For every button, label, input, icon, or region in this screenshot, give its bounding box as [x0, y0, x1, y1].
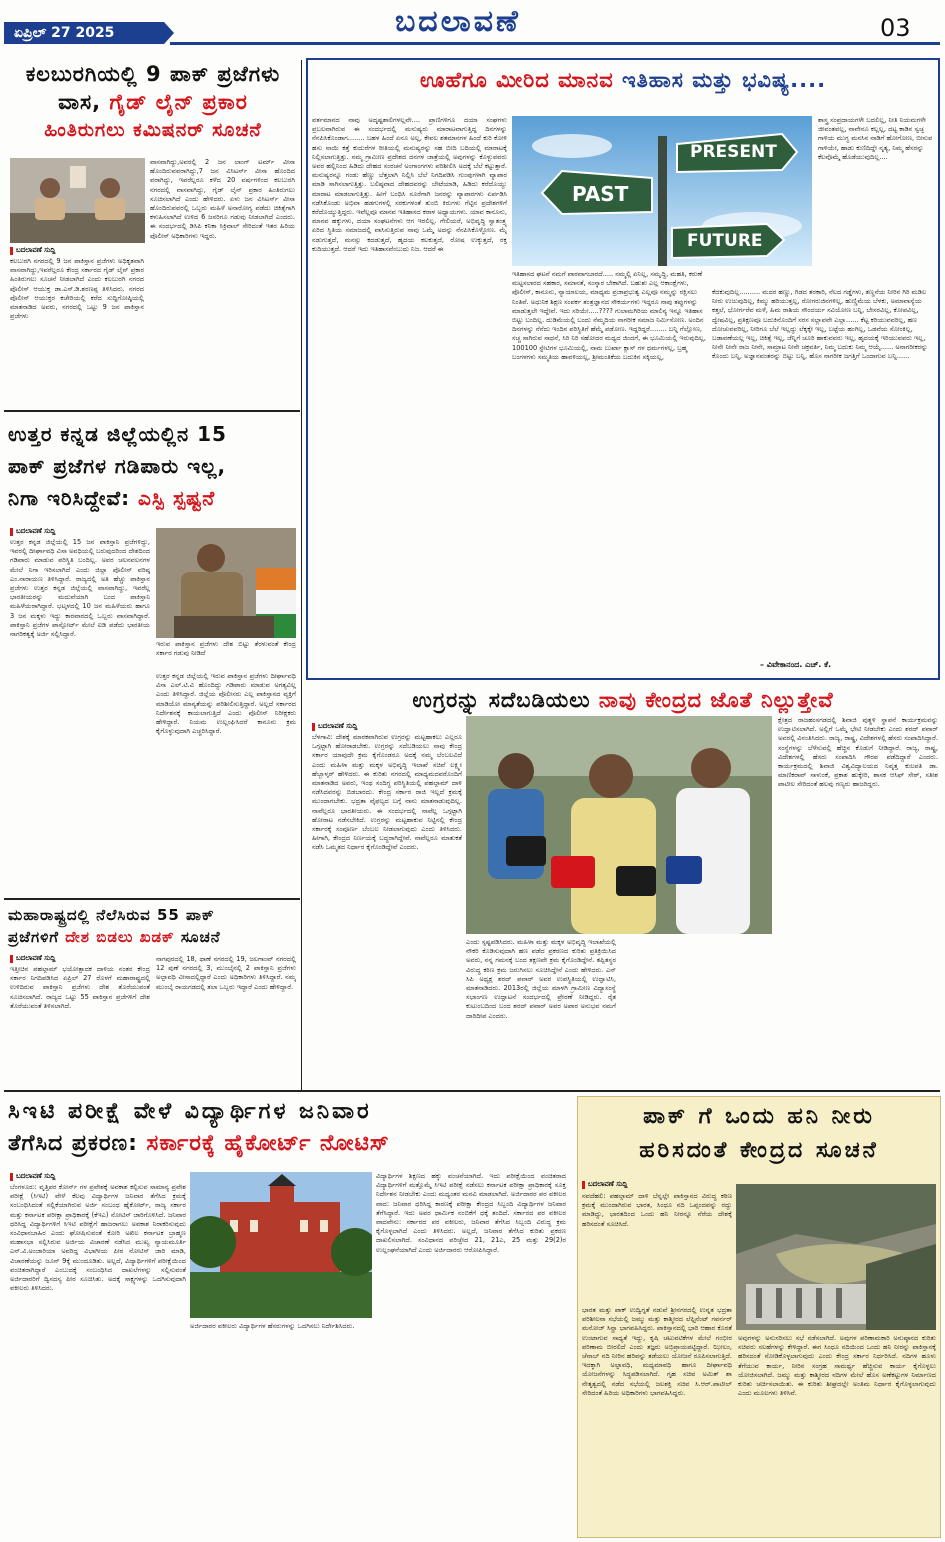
- byline-marker: [10, 528, 13, 536]
- story5-body-mid: ವಿದ್ಯಾರ್ಥಿಗಳ ಶಿಕ್ಷಣದ ಹಕ್ಕು ವಂಚನೆಯಾಗಿದೆ. ಇದು ಪರೀಕ್ಷೆಯಿಂದ ವಂಚಿತರಾದ ವಿದ್ಯಾರ್ಥಿಗಳಿಗೆ ಮತ್ತೊಮ್ಮೆ ಸಿಇಟಿ ಪರೀಕ್ಷೆ ನಡೆಸಲು ಕರ್ನಾಟಕ ಪರೀಕ್ಷಾ ಪ್ರಾಧಿಕಾರಕ್ಕೆ ಸೂಕ್ತ ನಿರ್ದೇಶನ ನೀಡಬೇಕು ಎಂದು ಮಧ್ಯಂತರ ಮನವಿ ಮಾಡಲಾಗಿದೆ. ಅರ್ಜಿದಾರರ ಪರ ವಕೀಲರ ವಾದ: ಜನಿವಾರ ಧರಿಸಿದ್ದ ಕಾರಣಕ್ಕೆ ಪರೀಕ್ಷಾ ಕೇಂದ್ರದ ಸಿಬ್ಬಂದಿ ವಿದ್ಯಾರ್ಥಿಗಳ ಜನಿವಾರ ತೆಗೆಸಿದ್ದಾರೆ. ಇದು ಅವರ ಧಾರ್ಮಿಕ ನಂಬಿಕೆಗೆ ಧಕ್ಕೆ ತಂದಿದೆ. ಸರ್ಕಾರದ ಪರ ವಕೀಲರ ವಾದವೇನು: ಸರ್ಕಾರದ ಪರ ವಕೀಲರು, ಜನಿವಾರ ತೆಗೆಸಿದ ಸಿಬ್ಬಂದಿ ವಿರುದ್ಧ ಕ್ರಮ ಕೈಗೊಳ್ಳಲಾಗಿದೆ ಎಂದು ತಿಳಿಸಿದರು. ಅಲ್ಲದೆ, ಜನಿವಾರ ತೆಗೆಸಿದ ಕುರಿತು ಪ್ರಕರಣ ದಾಖಲಿಸಲಾಗಿದೆ. ಸಂವಿಧಾನದ ಪರಿಚ್ಛೇದ 21, 21ಎ, 25 ಮತ್ತು 29(2)ರ ಉಲ್ಲಂಘನೆಯಾಗಿದೆ ಎಂದು ಅರ್ಜಿದಾರರು ಆರೋಪಿಸಿದ್ದಾರೆ.: [376, 1172, 566, 1254]
- story1-headline-line1: ಕಲಬುರಗಿಯಲ್ಲಿ 9 ಪಾಕ್ ಪ್ರಜೆಗಳು: [25, 62, 281, 86]
- byline-text: ಬದಲಾವಣೆ ಸುದ್ದಿ: [16, 246, 56, 254]
- story-kalaburagi: [8, 60, 298, 144]
- story5-headline-line2: [8, 1128, 573, 1160]
- story1-byline: [10, 246, 55, 255]
- story3-headline-part: ಪ್ರಜೆಗಳಿಗೆ: [8, 928, 66, 946]
- story3-body-right: ನಾಗಪುರದಲ್ಲಿ 18, ಥಾಣೆ ನಗರದಲ್ಲಿ 19, ಜಲಗಾಂವ್ ನಗರದಲ್ಲಿ 12 ಪುಣೆ ನಗರದಲ್ಲಿ 3, ಮುಂಬೈನಲ್ಲಿ 2 ಪಾಕಿಸ್ತಾನಿ ಪ್ರಜೆಗಳು ಅಲ್ಪಾವಧಿ ವೀಸಾದಲ್ಲಿದ್ದಾರೆ ಎಂದು ಅಧಿಕಾರಿಗಳು ತಿಳಿಸಿದ್ದಾರೆ. ನಮ್ಮ ಮುಂಬೈ ರಾಯಗಡದಲ್ಲಿ ತಲಾ ಒಬ್ಬರು ಇದ್ದಾರೆ ಎಂದು ಹೇಳಿದ್ದಾರೆ.: [156, 955, 296, 991]
- sign-future: FUTURE: [687, 231, 763, 251]
- story-cet-janivara: [8, 1096, 573, 1160]
- story2-headline-line3: [8, 482, 298, 514]
- story6-body-right: ಅವುಗಳನ್ನು ಅನುಸರಿಸಲು ಸಭೆ ನಡೆಸಲಾಗಿದೆ. ಅವುಗಳ ಪರಿಣಾಮಕಾರಿ ಅನುಷ್ಠಾನದ ಕುರಿತು ಸಚಿವರು ಸಲಹೆಗಳನ್ನು ಕೇಳಿದ್ದಾರೆ. ಈಗ ಸಿಂಧೂ ನದಿಯಿಂದ ಒಂದು ಹನಿ ನೀರನ್ನು ಪಾಕಿಸ್ತಾನಕ್ಕೆ ಹರಿಸದಂತೆ ನೋಡಿಕೊಳ್ಳಲಾಗುವುದು ಎಂದು ಕೇಂದ್ರ ಸರ್ಕಾರ ನಿರ್ಧರಿಸಿದೆ. ನದಿಗಳ ಹೂಳು ತೆಗೆಯುವ ಕಾರ್ಯ, ನೀರಿನ ಸಂಗ್ರಹ ಸಾಮರ್ಥ್ಯ ಹೆಚ್ಚಿಸುವ ಕಾರ್ಯ ಕೈಗೊಳ್ಳಲು ಯೋಜಿಸಲಾಗಿದೆ. ಜಮ್ಮು ಮತ್ತು ಕಾಶ್ಮೀರದ ನದಿಗಳ ಮೇಲೆ ಹೊಸ ಅಣೆಕಟ್ಟುಗಳ ನಿರ್ಮಾಣದ ಕುರಿತು ಚರ್ಚಿಸಲಾಯಿತು. ಈ ಕುರಿತು ಶೀಘ್ರದಲ್ಲೇ ಅಂತಿಮ ನಿರ್ಧಾರ ಕೈಗೊಳ್ಳಲಾಗುವುದು ಎಂದು ಮೂಲಗಳು ತಿಳಿಸಿವೆ.: [738, 1334, 936, 1398]
- byline-marker: [10, 247, 13, 255]
- story4-body-left: ಬೆಳಗಾವಿ: ದೇಶಕ್ಕೆ ಮಾರಕವಾಗಿರುವ ಉಗ್ರರನ್ನು ಮಟ್ಟಹಾಕಲು ಎಲ್ಲರೂ ಒಗ್ಗಟ್ಟಾಗಿ ಹೋರಾಡಬೇಕು. ಉಗ್ರರನ್ನು ಸದೆಬಡಿಯಲು ನಾವು ಕೇಂದ್ರ ಸರ್ಕಾರ ಯಾವುದೇ ಕ್ರಮ ಕೈಗೊಂಡರೂ ಅದಕ್ಕೆ ನಮ್ಮ ಬೆಂಬಲವಿದೆ ಎಂದು ಮಹಿಳಾ ಮತ್ತು ಮಕ್ಕಳ ಅಭಿವೃದ್ಧಿ ಇಲಾಖೆ ಸಚಿವೆ ಲಕ್ಷ್ಮೀ ಹೆಬ್ಬಾಳ್ಕರ್ ಹೇಳಿದರು. ಈ ಕುರಿತು ನಗರದಲ್ಲಿ ಮಾಧ್ಯಮದವರೊಂದಿಗೆ ಮಾತನಾಡಿದ ಅವರು, ಇಂಥ ಸಂದಿಗ್ಧ ಪರಿಸ್ಥಿತಿಯಲ್ಲಿ ಪಹಲ್ಗಾಮ್ ದಾಳಿ ನಡೆಸಿದವರನ್ನು ಬಿಡಬಾರದು. ಕೇಂದ್ರ ಸರ್ಕಾರ ರಾಜಿ ಇಲ್ಲದೆ ಕ್ರಮಕ್ಕೆ ಮುಂದಾಗಬೇಕು. ಭದ್ರತಾ ವೈಫಲ್ಯದ ಬಗ್ಗೆ ನಾನು ಮಾತನಾಡುವುದಿಲ್ಲ. ನಾವೆಲ್ಲರೂ ಭಾರತೀಯರು. ಈ ಸಂದರ್ಭದಲ್ಲಿ ನಾವೆಲ್ಲ ಒಗ್ಗಟ್ಟಾಗಿ ಹೋರಾಟ ನಡೆಸಬೇಕಿದೆ. ಉಗ್ರರನ್ನು ಮಟ್ಟಹಾಕುವ ನಿಟ್ಟಿನಲ್ಲಿ ಕೇಂದ್ರ ಸರ್ಕಾರಕ್ಕೆ ಸಂಪೂರ್ಣ ಬೆಂಬಲ ನೀಡಲಾಗುವುದು ಎಂದು ತಿಳಿಸಿದರು. ಹೀಗಾಗಿ, ಕೇಂದ್ರದ ನಿರ್ಣಯಕ್ಕೆ ಬದ್ಧರಾಗಿದ್ದೇವೆ. ನಾವೆಲ್ಲರೂ ಮಾತುಕತೆ ನಡೆಸಿ ಒಮ್ಮತದ ನಿರ್ಧಾರ ಕೈಗೊಂಡಿದ್ದೇವೆ ಎಂದರು.: [312, 733, 462, 852]
- byline-marker: [10, 955, 13, 963]
- story6-byline: [582, 1180, 627, 1189]
- byline-marker: [10, 1173, 13, 1181]
- feature-column-1: ವರ್ತಮಾನದ ನಾವು ಅದೃಷ್ಟಶಾಲಿಗಳಲ್ಲವೇ.... ಪ್ರಾಣಿಗಳಿಗೂ ದಯಾ ಸಂಘಗಳು ಪ್ರಬಲವಾಗಿರುವ ಈ ಸಂದರ್ಭದಲ್ಲಿ ಮನುಷ್ಯರು ಮಾರಾಟವಾಗುತ್ತಿದ್ದ ದಿನಗಳನ್ನು ನೆನಪಿಸಿಕೊಂಡಾಗ........ ಬಹಳ ಹಿಂದೆ ಏನೂ ಅಲ್ಲ, ಕೇವಲ ಶತಮಾನಗಳ ಹಿಂದೆ ಕುರಿ ಕೋಳಿ ಹಸು ನಾಯಿ ಕತ್ತೆ ಕುದುರೆಗಳ ರೀತಿಯಲ್ಲಿ ಮನುಷ್ಯರನ್ನು ಸಹ ಬೀದಿ ಬದಿಯಲ್ಲಿ ಮಾರಾಟಕ್ಕೆ ನಿಲ್ಲಿಸಲಾಗುತ್ತಿತ್ತು. ನಮ್ಮ ಗ್ರಾಮೀಣ ಪ್ರದೇಶದ ದನಗಳ ಜಾತ್ರೆಯಲ್ಲಿ ಅವುಗಳನ್ನು ಕೊಳ್ಳುವವರು ಅವರ ಹಲ್ಲಿನಿಂದ ಹಿಡಿದು ದೇಹದ ಸಂರಚನೆ ಅಂಗಾಂಗಗಳು ಪರಿಶೀಲಿಸಿ ಅದಕ್ಕೆ ಬೆಲೆ ಕಟ್ಟುತ್ತಾರೆ. ಮನುಷ್ಯರನ್ನೂ ಗಂಡು ಹೆಣ್ಣು ಬೆತ್ತಲಾಗಿ ನಿಲ್ಲಿಸಿ ಬೆಲೆ ನಿಗದಿಪಡಿಸಿ ಗುಂಪುಗಳಾಗಿ ವ್ಯಾಪಾರ ಮಾಡಿ ಸಾಗಿಸಲಾಗುತ್ತಿತ್ತು. ಬಲಿಷ್ಠವಾದ ದೇಹದವರನ್ನು ಬೇಟೆಯಾಡಿ, ಹಿಡಿದು ಕರೆದೊಯ್ದು ಮಾರಾಟ ಮಾಡಲಾಗುತ್ತಿತ್ತು. ಹೀಗೆ ಬಂಧಿಸಿ ಸೂರೆಗಾಗಿ ಜನರನ್ನು ವ್ಯಾಪಾರಗಳು ಏರ್ಪಡಿಸಿ ನಡೆಸಿಕೊಂಡು ಅಭಿವಾ ಹಡಗುಗಳಲ್ಲಿ ಸರಕುಗಳಂತೆ ತುಂಬಿ ಕಿರುಗಳು ಗೆಟ್ಟಿನ ಪ್ರದೇಶಗಳಿಗೆ ಕರೆದೊಯ್ಯುತ್ತಿದ್ದರು. ಇವೆಲ್ಲವೂ ಮಾನವ ಇತಿಹಾಸದ ಕರಾಳ ಅಧ್ಯಾಯಗಳು. ಯಾವ ಕಾನೂನು, ಮಾನವ ಹಕ್ಕುಗಳು, ದಯಾ ಸಂಘಟನೆಗಳು ಆಗ ಇರಲಿಲ್ಲ. ಗೇಲಿಯರೆ, ಅಭಿವೃದ್ಧಿ ಸ್ವಾತಂತ್ರ್ಯ ಏರಿದ ಸ್ಥಿತಿಯ ಸಮಾಜದಲ್ಲಿ ವಾಸಿಸುತ್ತಿರುವ ನಾವು ಒಮ್ಮೆ ಅದನ್ನು ನೆನಪಿಸಿಕೊಳ್ಳೋಣ. ಮೈ ನಡುಗುತ್ತದೆ, ಮನಸ್ಸು ಕದಡುತ್ತದೆ, ಹೃದಯ ಕಲಕುತ್ತದೆ, ರೋಷ ಉಕ್ಕುತ್ತದೆ, ರಕ್ತ ಕುದಿಯುತ್ತದೆ. ಆದರೆ ಇದು ಇತಿಹಾಸವೆಂಬುದು ನಿಜ. ಆದರೆ ಈ: [312, 116, 507, 253]
- story-divider: [4, 898, 300, 900]
- byline-marker: [582, 1181, 585, 1189]
- story4-headline-part: ಉಗ್ರರನ್ನು ಸದೆಬಡಿಯಲು: [412, 688, 599, 712]
- story3-byline: [10, 954, 55, 963]
- dam-reservoir-photo: [736, 1184, 936, 1330]
- story5-body-extra: [190, 1356, 372, 1538]
- story6-headline-line2: ಹರಿಸದಂತೆ ಕೇಂದ್ರದ ಸೂಚನೆ: [639, 1138, 879, 1163]
- byline-text: ಬದಲಾವಣೆ ಸುದ್ದಿ: [588, 1180, 628, 1188]
- feature-title-red: ಊಹೆಗೂ ಮೀರಿದ ಮಾನವ: [419, 68, 622, 92]
- story4-headline-highlight: ನಾವು ಕೇಂದ್ರದ ಜೊತೆ ನಿಲ್ಲುತ್ತೇವೆ: [598, 688, 834, 712]
- story5-headline-part: ತೆಗೆಸಿದ ಪ್ರಕರಣ:: [8, 1131, 147, 1156]
- feature-column-2: ಇತಿಹಾಸದ ಘಟನೆ ನಮಗೆ ಪಾಠವಾಗಬಾರದೆ..... ನಮ್ಮಲ್ಲಿ ಏನಿಲ್ಲ, ಸಮೃದ್ಧಿ, ಮಹತಿ, ಕರುಣೆ ಮಟ್ಟಸಲಾರದ ಸಹಕಾರ, ಸಮಾನತೆ, ಸಂಸ್ಕಾರ ಬೇಕಾಗಿದೆ. ಬಹುಶಃ ಎಲ್ಲ ಆಕಾಂಕ್ಷೆಗಳು, ಪೊಲೀಸ್, ಕಾನೂನು, ನ್ಯಾಯಾಲಯ, ಮಾಧ್ಯಮ ಪ್ರಜಾಪ್ರಭುತ್ವ ಎಲ್ಲವೂ ನಮ್ಮನ್ನು ರಕ್ಷಿಸಲು ನಿಂತಿವೆ. ಅಧುನಿಕ ಶಿಕ್ಷಣ ಸಂಪರ್ಕ ತಂತ್ರಜ್ಞಾನದ ಸೌಕರ್ಯಗಳು ಇದ್ದರೂ ನಾವು ತಪ್ಪುಗಳನ್ನು ಮಾಡುತ್ತಲೇ ಇದ್ದೇವೆ. ಇದು ಸರಿಯೇ.....???? ಗುಲಾಮಗಿರಿಯ ಮಾಲಿನ್ಯ ಇನ್ನೂ ಇತಿಹಾಸ ಬಿಟ್ಟು ಬಂದಿಲ್ಲ. ದುಡಿಮೆಯಲ್ಲಿ ಬಂದು ನೆಮ್ಮದಿಯ ನಾಗರೀಕ ಸಮಾಜ ನಿರ್ಮಿಸೋಣ. ಅಂದಿನ ದಿನಗಳನ್ನು ನೆನೆದು ಇಂದಿನ ಪರಿಸ್ಥಿತಿಗೆ ಹೆಮ್ಮೆ ಪಡೋಣ. ಇದ್ದರಿದ್ದರೆ........ ಬನ್ನಿ ಗೆಲ್ಲೋಣ, ಸಚ್ಚ ಸಾಗಿರುವ ಸಾಧನೆ, ಸಿರಿ ನಿರಿ ಸಹೋದರ ಮಧ್ಯದ ಜಿಂದಗೆ, ಈ ಭೂಮಿಯಲ್ಲಿ ಇರುವುದಿಲ್ಲ, 100100 ಸ್ಟೇಟಿಗಳ ಭೂಮಿಯಲ್ಲಿ, ನಾಮ ಬುರ್ಖಾ ಕ್ಲಾಸ್ ಗಳ ಧರ್ಮಗಳಲ್ಲ, ಬ್ರಹ್ಮ ಬಂಗಳಗಳು ಸಮ್ಮತಿಯ ಹಾವಳಿಯಲ್ಲ, ಶ್ರೀಮಂತಿಕೆಯ ಬದುಕಿನ ಸಕ್ಕಿಯಲ್ಲ,: [512, 270, 706, 361]
- story4-headline: [306, 688, 940, 713]
- story-uttara-kannada: [8, 418, 298, 514]
- story-indus-water: [577, 1100, 941, 1168]
- story5-headline-line1: ಸಿಇಟಿ ಪರೀಕ್ಷೆ ವೇಳೆ ವಿದ್ಯಾರ್ಥಿಗಳ ಜನಿವಾರ: [8, 1099, 372, 1124]
- story1-body: ಕಲಬುರಗಿ ನಗರದಲ್ಲಿ 9 ಜನ ಪಾಕಿಸ್ತಾನ ಪ್ರಜೆಗಳು ಅಧಿಕೃತವಾಗಿ ವಾಸವಾಗಿದ್ದು,ಇವರೆಲ್ಲರೂ ಕೇಂದ್ರ ಸರ್ಕಾರದ ಗೈಡ್ ಲೈನ್ ಪ್ರಕಾರ ಹಿಂತಿರುಗಲು ಸೂಚನೆ ನೀಡಲಾಗಿದೆ ಎಂದು ಕಲಬುರಗಿ ನಗರದ ಪೊಲೀಸ್ ಆಯುಕ್ತ ಡಾ.ಎಸ್.ಡಿ.ಶರಣಪ್ಪ ತಿಳಿಸಿದರು. ನಗರದ ಪೊಲೀಸ್ ಆಯುಕ್ತರ ಕಚೇರಿಯಲ್ಲಿ ಕರೆದ ಸುದ್ದಿಗೋಷ್ಠಿಯಲ್ಲಿ ಮಾತನಾಡಿದ ಅವರು, ನಗರದಲ್ಲಿ ಒಟ್ಟು 9 ಜನ ಪಾಕಿಸ್ತಾನ ಪ್ರಜೆಗಳು: [10, 257, 144, 321]
- story4-body-mid-2: [622, 938, 772, 1088]
- story2-body-left: ಉತ್ತರ ಕನ್ನಡ ಜಿಲ್ಲೆಯಲ್ಲಿ 15 ಜನ ಪಾಕಿಸ್ತಾನಿ ಪ್ರಜೆಗಳಿದ್ದು, ಇವರಲ್ಲಿ ದೀರ್ಘಾವಧಿ ವಿಸಾ ಅವಧಿಯಲ್ಲಿ ಬರುವುದರಿಂದ ದೇಶದಿಂದ ಗಡಿಪಾರು ಮಾಡುವ ಪರಿಸ್ಥಿತಿ ಬಂದಿಲ್ಲ. ಅವರ ಚಲನವಲನಗಳ ಮೇಲೆ ನಿಗಾ ಇರಿಸಲಾಗಿದೆ ಎಂದು ಜಿಲ್ಲಾ ಪೊಲೀಸ್ ವರಿಷ್ಠ ಎಂ.ನಾರಾಯಣ ತಿಳಿಸಿದ್ದಾರೆ. ರಾಜ್ಯದಲ್ಲಿ ಅತಿ ಹೆಚ್ಚು ಪಾಕಿಸ್ತಾನ ಪ್ರಜೆಗಳು ಉತ್ತರ ಕನ್ನಡ ಜಿಲ್ಲೆಯಲ್ಲಿ ವಾಸವಾಗಿದ್ದು, ಇವರೆಲ್ಲ ಭಾರತೀಯರನ್ನು ಮದುವೆಯಾಗಿ ಬಂದ ಪಾಕಿಸ್ತಾನಿ ಮಹಿಳೆಯರಾಗಿದ್ದಾರೆ. ಭಟ್ಕಳದಲ್ಲಿ 10 ಜನ ಮಹಿಳೆಯರು ಹಾಗೂ 3 ಜನ ಮಕ್ಕಳು ಇದ್ದು ಕಾರವಾರದಲ್ಲಿ ಒಬ್ಬರು ವಾಸವಾಗಿದ್ದಾರೆ. ಪಾಕಿಸ್ತಾನಿ ಪ್ರಜೆಗಳ ಪಾಸ್ಪೋರ್ಟ್ ಮೇಲೆ ಐಡಿ ಪಡೆದು ಭಾರತೀಯ ನಾಗರಿಕತ್ವಕ್ಕೆ ಅರ್ಜಿ ಸಲ್ಲಿಸಿದ್ದಾರೆ.: [10, 538, 150, 639]
- byline-text: ಬದಲಾವಣೆ ಸುದ್ದಿ: [16, 1172, 56, 1180]
- byline-text: ಬದಲಾವಣೆ ಸುದ್ದಿ: [16, 527, 56, 535]
- story1-headline-line3: ಹಿಂತಿರುಗಲು ಕಮಿಷನರ್ ಸೂಚನೆ: [44, 119, 262, 141]
- story2-headline-part: ನಿಗಾ ಇರಿಸಿದ್ದೇವೆ:: [8, 486, 139, 510]
- story-maharashtra: [8, 904, 298, 948]
- feature-column-3-bottom: ಕೆದಕುವುದಿಲ್ಲ.......... ಮದರ ಹಣ್ಣು, ಗಿಡದ ತರಕಾರಿ, ನೆಲದ ಗಡ್ಡೆಗಳು, ತಣ್ಣನೆಯ ನೀರಿನ ಗಿರಿ ಮಡಿಲ ನೀರು ಉಜುವುದಿಲ್ಲ, ಕಿಮ್ಮು ಹರಿಯುತ್ತಲ್ಲ, ರೋಗರುಜಿನಗಳಿಲ್ಲ, ಹುಣ್ಣಿಮೆಯ ಬೆಳಕು, ಅಮಾವಾಸ್ಯೆಯ ಕತ್ತಲೆ, ಭೋರ್ಗರೆವ ಮಳೆ, ಹಿಮ ರಾಶಿಯ ಸೌಂದರ್ಯ ಸವಿಯೋಣ ಬನ್ನಿ, ಬೇಸರವಿಲ್ಲ, ಕೋಪವಿಲ್ಲ, ದ್ವೇಷವಿಲ್ಲ, ಪ್ರತಿಕ್ಷಣವೂ ಬದುಕಿನೊಂದಿಗೆ ಸರಸ ಸಲ್ಲಾಪವೇ ಎಲ್ಲಾ...... ಕೆಟ್ಟ ಕರಿಯುವವರಿಲ್ಲ, ಹಣ ದೋಚುವವರಿಲ್ಲ, ನೀರಿಗೂ ಬೆಲೆ ಇಲ್ಲದ್ದು ಲೆಕ್ಕಕ್ಕೇ ಇಲ್ಲ, ಬಟ್ಟೆಯ ಹಂಗಿಲ್ಲ, ಒಡವೆಯ ಸೋಂಕಿಲ್ಲ, ಬಡಾವಣೆಯಲ್ಲ ಇಲ್ಲ, ಚಿಕಿತ್ಸೆ ಇಲ್ಲ, ಜೆನ್ನಿಗೆ ಚೂರಿ ಹಾಕುವವರು ಇಲ್ಲ, ಹೃದಯಕ್ಕೆ ಇರಿಯುವವರು ಇಲ್ಲ, ನೀನೇ ನೀನೇ ರಾಜ ನೀನೇ, ಸಾಮ್ರಾಟ ನೀನೇ ಚಕ್ರವರ್ತಿ, ನಿಮ್ಮ ಬದುಕು ನಿಮ್ಮ ಆಯ್ಕೆ...... ಅನಾಗರೀಕರನ್ನು ಕೊಂದು ಬನ್ನಿ, ಅಜ್ಞಾನವಂತರನ್ನು ಬಿಟ್ಟು ಬನ್ನಿ, ಹೊಸ ನಾಗರೀಕ ಜಗತ್ತಿಗೆ ಒಂದಾಗುವ ಬನ್ನಿ......: [712, 288, 928, 361]
- byline-text: ಬದಲಾವಣೆ ಸುದ್ದಿ: [16, 954, 56, 962]
- story4-byline: [312, 722, 357, 731]
- sign-present: PRESENT: [690, 142, 777, 162]
- byline-marker: [312, 723, 315, 731]
- story5-caption: ಅರ್ಜಿದಾರರ ವಕೀಲರು ವಿದ್ಯಾರ್ಥಿಗಳ ಹೆಸರುಗಳನ್ನು ಒದಗಿಸಲು ನಿರ್ದೇಶಿಸಿದರು.: [190, 1322, 355, 1330]
- story4-body-right: ಕ್ಷೇತ್ರದ ರಾಜಹಂಸಗಡದಲ್ಲಿ ಶಿವಾಜಿ ಪುತ್ಥಳಿ ಸ್ಥಾಪನೆ ಕಾರ್ಯಕ್ರಮವನ್ನು ಉದ್ಘಾಟಿಸಲಾಗಿದೆ. ಅಲ್ಲಿಗೆ ಒಮ್ಮೆ ಭೇಟಿ ನೀಡಬೇಕು ಎಂದು ಶರದ್ ಪವಾರ್ ಅವರಲ್ಲಿ ವಿನಂತಿಸಿದರು. ರಾಜ್ಯ, ರಾಷ್ಟ್ರ, ವಿದೇಶಗಳಲ್ಲಿ ಹೆಸರು ಸಂಪಾದಿಸಿದ್ದಾರೆ. ಸಂಸ್ಥೆಗಳನ್ನು ಬೆಳೆಸುವಲ್ಲಿ ಹೆಚ್ಚಿನ ಕೊಡುಗೆ ನೀಡಿದ್ದಾರೆ. ರಾಜ್ಯ, ರಾಷ್ಟ್ರ, ವಿದೇಶಗಳಲ್ಲಿ ಹೆಸರು ಸಂಪಾದಿಸಿ ಗೌರವ ಪಡೆದಿದ್ದಾರೆ ಎಂದರು. ಕಾರ್ಯಕ್ರಮದಲ್ಲಿ ಶಿವಾಜಿ ವಿಶ್ವವಿದ್ಯಾಲಯದ ನಿವೃತ್ತ ಕುಲಪತಿ ಡಾ. ಮಾಣಿಕರಾವ್ ಸಾಳುಂಕೆ, ಪ್ರಕಾಶ ಹುಕ್ಕೇರಿ, ಶಾಸಕ ಆಸಿಫ್ ಸೇಠ್, ಸತೀಶ ಪಾಟೀಲ ಸೇರಿದಂತೆ ಹಲವು ಗಣ್ಯರು ಹಾಜರಿದ್ದರು.: [778, 716, 938, 789]
- story4-body-mid: ಎಂದು ಸ್ಪಷ್ಟಪಡಿಸಿದರು. ಮಹಿಳಾ ಮತ್ತು ಮಕ್ಕಳ ಅಭಿವೃದ್ಧಿ ಇಲಾಖೆಯಲ್ಲಿ ನೌಕರಿ ಕೊಡಿಸುವುದಾಗಿ ಹಣ ಪಡೆದ ಪ್ರಕರಣದ ಕುರಿತು ಪ್ರತಿಕ್ರಿಯಿಸಿದ ಅವರು, ನನ್ನ ಗಮನಕ್ಕೆ ಬಂದ ತಕ್ಷಣವೇ ಕ್ರಮ ಕೈಗೊಂಡಿದ್ದೇನೆ. ತಪ್ಪಿತಸ್ಥರ ವಿರುದ್ಧ ಕಠಿಣ ಕ್ರಮ ಜರುಗಿಸಲು ಸೂಚಿಸಿದ್ದೇನೆ ಎಂದು ಹೇಳಿದರು. ಎನ್ ಸಿಪಿ ಅಧ್ಯಕ್ಷ ಶರದ್ ಪವಾರ್ ಅವರ ಉಪಸ್ಥಿತಿಯಲ್ಲಿ ಉದ್ಘಾಟಿಸಿ, ಮಾತನಾಡಿದರು. 2013ರಲ್ಲಿ ಜಿಲ್ಲೆಯ ಮಾಳಗಿ ಗ್ರಾಮೀಣ ವಿದ್ಯಾಸಂಸ್ಥೆ ಸಭಾಂಗಣ ಉದ್ಘಾಟನೆ ಸಂದರ್ಭದಲ್ಲಿ ಪ್ರೇರಣೆ ನೀಡಿದ್ದರು. ರೈತ ಕುಟುಂಬದಿಂದ ಬಂದ ಶರದ್ ಪವಾರ್ ಅವರ ಅಪಾರ ಅನುಭವ ನಮಗೆ ದಾರಿದೀಪ ಎಂದರು.: [466, 938, 616, 1020]
- story2-headline-line2: ಪಾಕ್ ಪ್ರಜೆಗಳ ಗಡಿಪಾರು ಇಲ್ಲ,: [8, 454, 227, 478]
- feature-title: [306, 58, 940, 110]
- column-divider: [301, 60, 302, 1090]
- police-press-meet-photo: [10, 158, 145, 243]
- story2-headline-line1: ಉತ್ತರ ಕನ್ನಡ ಜಿಲ್ಲೆಯಲ್ಲಿನ 15: [8, 422, 227, 446]
- story2-headline-highlight: ಎಸ್ಪಿ ಸ್ಪಷ್ಟನೆ: [138, 486, 216, 510]
- story6-body-left: ಭಾರತ ಮತ್ತು ಪಾಕ್ ಉದ್ವಿಗ್ನತೆ ನಡುವೆ ಶ್ರೀನಗರದಲ್ಲಿ ಉನ್ನತ ಭದ್ರತಾ ಪರಿಶೀಲನಾ ಸಭೆಯಲ್ಲಿ ಜಮ್ಮು ಮತ್ತು ಕಾಶ್ಮೀರದ ಲೆಫ್ಟಿನೆಂಟ್ ಗವರ್ನರ್ ಮನೋಜ್ ಸಿನ್ಹಾ ಭಾಗವಹಿಸಿದ್ದರು. ಪಾಕಿಸ್ತಾನದಲ್ಲಿ ಭಾರಿ ಆಹಾರ ಕೊರತೆ ಉಂಟಾಗುವ ಸಾಧ್ಯತೆ ಇದ್ದು, ಕೃಷಿ ಚಟುವಟಿಕೆಗಳ ಮೇಲೆ ಗಂಭೀರ ಪರಿಣಾಮ ಬೀರಲಿದೆ ಎಂದು ತಜ್ಞರು ಅಭಿಪ್ರಾಯಪಟ್ಟಿದ್ದಾರೆ. ಝೀಲಂ, ಚೆನಾಬ್ ನದಿ ನೀರಿನ ಹರಿವನ್ನು ತಡೆಯಲು ಯೋಜನೆ ರೂಪಿಸಲಾಗುತ್ತಿದೆ. ಇದಕ್ಕಾಗಿ ಅಲ್ಪಾವಧಿ, ಮಧ್ಯಮಾವಧಿ ಹಾಗೂ ದೀರ್ಘಾವಧಿ ಯೋಜನೆಗಳನ್ನು ಸಿದ್ಧಪಡಿಸಲಾಗಿದೆ. ಗೃಹ ಸಚಿವ ಅಮಿತ್ ಶಾ ನೇತೃತ್ವದಲ್ಲಿ ನಡೆದ ಸಭೆಯಲ್ಲಿ ಜಲಶಕ್ತಿ ಸಚಿವ ಸಿ.ಆರ್.ಪಾಟೀಲ್ ಸೇರಿದಂತೆ ಹಿರಿಯ ಅಧಿಕಾರಿಗಳು ಭಾಗವಹಿಸಿದ್ದರು.: [582, 1306, 732, 1397]
- story1-headline-line2: [8, 88, 298, 116]
- sp-portrait-photo: [156, 528, 296, 638]
- story1-headline-part: ವಾಸ,: [58, 90, 110, 114]
- story5-body-left: ಬೆಂಗಳೂರು: ವೃತ್ತಿಪರ ಕೋರ್ಸ್ ಗಳ ಪ್ರವೇಶಕ್ಕೆ ಅವಕಾಶ ಕಲ್ಪಿಸುವ ಸಾಮಾನ್ಯ ಪ್ರವೇಶ ಪರೀಕ್ಷೆ (ಸಿಇಟಿ) ವೇಳೆ ಕೆಲವು ವಿದ್ಯಾರ್ಥಿಗಳ ಜನಿವಾರ ತೆಗೆಸಿದ ಕ್ರಮಕ್ಕೆ ಸಂಬಂಧಿಸಿದಂತೆ ಸಲ್ಲಿಕೆಯಾಗಿರುವ ಅರ್ಜಿ ಸಂಬಂಧ ಹೈಕೋರ್ಟ್, ರಾಜ್ಯ ಸರ್ಕಾರ ಮತ್ತು ಕರ್ನಾಟಕ ಪರೀಕ್ಷಾ ಪ್ರಾಧಿಕಾರಕ್ಕೆ (ಕೆಇಎ) ನೋಟಿಸ್ ಜಾರಿಗೊಳಿಸಿದೆ. ಜನಿವಾರ ಧರಿಸಿದ್ದ ವಿದ್ಯಾರ್ಥಿಗಳಿಗೆ ಸಿಇಟಿ ಪರೀಕ್ಷೆಗೆ ಹಾಜರಾಗಲು ಅವಕಾಶ ನಿರಾಕರಿಸುವುದು ಸಂವಿಧಾನಬಾಹಿರ ಎಂದು ಘೋಷಿಸುವಂತೆ ಕೋರಿ ಅಖಿಲ ಕರ್ನಾಟಕ ಬ್ರಾಹ್ಮಣ ಮಹಾಸಭಾ ಸಲ್ಲಿಸಿರುವ ಅರ್ಜಿಯ ವಿಚಾರಣೆ ನಡೆಸಿದ ಮುಖ್ಯ ನ್ಯಾಯಮೂರ್ತಿ ಎನ್.ವಿ.ಅಂಜಾರಿಯಾ ಅವರಿದ್ದ ವಿಭಾಗೀಯ ಪೀಠ ನೋಟಿಸ್ ಜಾರಿ ಮಾಡಿ, ವಿಚಾರಣೆಯನ್ನು ಜೂನ್ 9ಕ್ಕೆ ಮುಂದೂಡಿತು. ಅಲ್ಲದೆ, ವಿದ್ಯಾರ್ಥಿಗಳಿಗೆ ಪರೀಕ್ಷೆಯಿಂದ ವಂಚಿತರಾಗಿದ್ದಾರೆ ಎಂಬುದಕ್ಕೆ ಸಂಬಂಧಿಸಿದ ದಾಖಲೆಗಳನ್ನು ಸಲ್ಲಿಸುವಂತೆ ಅರ್ಜಿದಾರರಿಗೆ ದ್ವಿಸದಸ್ಯ ಪೀಠ ಸೂಚಿಸಿತು. ಅದಕ್ಕೆ ಸಾಕ್ಷ್ಯಗಳನ್ನು ಒದಗಿಸುವುದಾಗಿ ವಕೀಲರು ತಿಳಿಸಿದರು.: [10, 1183, 186, 1293]
- byline-text: ಬದಲಾವಣೆ ಸುದ್ದಿ: [318, 722, 358, 730]
- story3-headline-line1: ಮಹಾರಾಷ್ಟ್ರದಲ್ಲಿ ನೆಲೆಸಿರುವ 55 ಪಾಕ್: [8, 906, 215, 924]
- story2-body-right: ಉತ್ತರ ಕನ್ನಡ ಜಿಲ್ಲೆಯಲ್ಲಿ ಇರುವ ಪಾಕಿಸ್ತಾನ ಪ್ರಜೆಗಳು ದೀರ್ಘಾವಧಿ ವಿಸಾ ಎಲ್.ಟಿ.ವಿ ಹೊಂದಿದ್ದು ಗಡಿಪಾರು ಮಾಡುವ ಅಗತ್ಯವಿಲ್ಲ ಎಂದು ತಿಳಿಸಿದ್ದಾರೆ. ಜಿಲ್ಲೆಯ ಪೊಲೀಸರು ಎಲ್ಲ ಪಾಕಿಸ್ತಾನದ ವ್ಯಕ್ತಿಗೆ ಮಾಡಿಯೋ ಮಾನ್ಯತೆಯನ್ನು ಪರಿಶೀಲಿಸುತ್ತಿದ್ದಾರೆ. ಅಲ್ಲದೆ ಸರ್ಕಾರದ ನಿರ್ದೇಶನಕ್ಕೆ ಕಾಯಲಾಗುತ್ತಿದೆ ಎಂದು ಪೊಲೀಸ್ ನಿರೀಕ್ಷಕರು ಹೇಳಿದ್ದಾರೆ. ನಿಯಮ ಉಲ್ಲಂಘಿಸಿದರೆ ಕಾನೂನು ಕ್ರಮ ಕೈಗೊಳ್ಳುವುದಾಗಿ ಎಚ್ಚರಿಸಿದ್ದಾರೆ.: [156, 672, 296, 736]
- story-divider: [4, 410, 300, 412]
- story1-headline-highlight: ಗೈಡ್ ಲೈನ್ ಪ್ರಕಾರ: [109, 90, 248, 114]
- section-divider: [4, 1090, 940, 1092]
- issue-date: ಏಪ್ರಿಲ್ 27 2025: [4, 22, 164, 44]
- sign-past: PAST: [572, 182, 629, 206]
- story2-caption: ಇರುವ ಪಾಕಿಸ್ತಾನ ಪ್ರಜೆಗಳು ದೇಶ ಬಿಟ್ಟು ತೆರಳುವಂತೆ ಕೇಂದ್ರ ಸರ್ಕಾರ ಗಡುವು ನೀಡಿದೆ: [156, 640, 296, 658]
- feature-author-signature: – ವಿವೇಕಾನಂದ. ಎಚ್. ಕೆ.: [760, 660, 832, 669]
- story3-headline-highlight: ದೇಶ ಬಿಡಲು ಖಡಕ್: [65, 928, 175, 946]
- story5-byline: [10, 1172, 55, 1181]
- minister-press-photo: [466, 716, 772, 934]
- story1-right-column: ವಾಸವಾಗಿದ್ದು,ಅವರಲ್ಲಿ 2 ಜನ ಲಾಂಗ್ ಟರ್ಮ್ ವೀಸಾ ಹೊಂದಿರುವವರಾಗಿದ್ದು,7 ಜನ ವಿಸಿಟರ್ಸ್ ವೀಸಾ ಹೊಂದಿದ ವರಾಗಿದ್ದು, ಇವರೆಲ್ಲರೂ ಕಳೆದ 20 ವರ್ಷಗಳಿಂದ ಕಲಬುರಗಿ ನಗರದಲ್ಲಿ ವಾಸವಾಗಿದ್ದು, ಗೈಡ್ ಲೈನ್ ಪ್ರಕಾರ ಹಿಂತಿರುಗಲು ಸೂಚಿಸಲಾಗಿದೆ ಎಂದು ಹೇಳಿದರು. ಏಳು ಜನ ವಿಸಿಟರ್ಸ್ ವೀಸಾ ಹೊಂದಿರುವವರಲ್ಲಿ ಒಬ್ಬರು ಮಹಿಳೆ ಅನಾರೋಗ್ಯ ಪಡೆದು ಚಿಕಿತ್ಸೆಗಾಗಿ ಕಳುಹಿಸಲಾಗಿದೆ ಉಳಿದ 6 ಜನರಿಗೂ ಗಡುವು ನೀಡಲಾಗಿದೆ ಎಂದರು. ಈ ಸಂದರ್ಭದಲ್ಲಿ ಡಿಸಿಪಿ ಕನಿಕಾ ಸಿಕ್ರಿವಾಲ್ ಸೇರಿದಂತೆ ಇತರ ಹಿರಿಯ ಪೊಲೀಸ್ ಅಧಿಕಾರಿಗಳು ಇದ್ದರು.: [150, 158, 295, 240]
- page-number: 03: [880, 14, 911, 42]
- story2-byline: [10, 527, 55, 536]
- story5-headline-highlight: ಸರ್ಕಾರಕ್ಕೆ ಹೈಕೋರ್ಟ್ ನೋಟಿಸ್: [146, 1131, 390, 1156]
- newspaper-name: ಬದಲಾವಣೆ: [395, 4, 521, 39]
- story3-body-left: ಇತ್ತೀಚಿನ ಪಹಲ್ಗಾಮ್ ಭಯೋತ್ಪಾದಕ ದಾಳಿಯ ನಂತರ ಕೇಂದ್ರ ಸರ್ಕಾರ ನಿಗದಿಪಡಿಸಿದ ಏಪ್ರಿಲ್ 27 ರೊಳಗೆ ಮಹಾರಾಷ್ಟ್ರದಲ್ಲಿ ಉಳಿದಿರುವ ಪಾಕಿಸ್ತಾನಿ ಪ್ರಜೆಗಳು ದೇಶ ತೊರೆಯುವಂತೆ ಸೂಚಿಸಲಾಗಿದೆ. ರಾಜ್ಯದ ಒಟ್ಟು 55 ಪಾಕಿಸ್ತಾನ ಪ್ರಜೆಗಳಿಗೆ ದೇಶ ತೊರೆಯುವಂತೆ ತಿಳಿಸಲಾಗಿದೆ.: [10, 965, 150, 1010]
- feature-column-3-top: ಶಾಸ್ತ್ರ ಸಂಪ್ರದಾಯಗಳೇ ಬದಲಿಲ್ಲ, ನೀತಿ ನಿಯಮಗಳೇ ಜೀವಂತವಲ್ಲ, ನಾವೇನೂ ಕಲ್ಲಲ್ಲ, ದಟ್ಟ ಕಾಡಿನ ಸ್ವಚ್ಛ ಗಾಳಿಯ ಮುಗ್ಧ ಮನಸಿನ ನಾಡಿಗೆ ಹೋಗೋಣ, ಬೀಸುವ ಗಾಳಿಯೇ, ಹಾಡು ಕುಣಿದಿದ್ದೇ ನೃತ್ಯ, ನಿಮ್ಮ ಹೆಸರನ್ನು ಕೆಲವೊಮ್ಮೆ ಹೊಡೆಯುವುದಿಲ್ಲ....: [818, 116, 933, 161]
- high-court-building-photo: [190, 1172, 372, 1318]
- story6-headline-line1: ಪಾಕ್ ಗೆ ಒಂದು ಹನಿ ನೀರು: [643, 1104, 875, 1129]
- story3-headline-part: ಸೂಚನೆ: [174, 928, 221, 946]
- story6-body-top: ನವದೆಹಲಿ: ಪಹಲ್ಗಾಮ್ ದಾಳಿ ಬೆನ್ನಲ್ಲೇ ಪಾಕಿಸ್ತಾನದ ವಿರುದ್ಧ ಕಠಿಣ ಕ್ರಮಕ್ಕೆ ಮುಂದಾಗಿರುವ ಭಾರತ, ಸಿಂಧೂ ನದಿ ಒಪ್ಪಂದವನ್ನು ರದ್ದು ಮಾಡಿದ್ದು, ಭಾರತದಿಂದ ಒಂದು ಹನಿ ನೀರನ್ನೂ ನೆರೆಯ ದೇಶಕ್ಕೆ ಹರಿಸದಂತೆ ಸೂಚಿಸಿದೆ.: [582, 1192, 732, 1228]
- story3-headline-line2: [8, 926, 298, 948]
- past-present-future-signpost: [512, 116, 812, 266]
- masthead-rule: [170, 42, 940, 45]
- feature-title-blue: ಇತಿಹಾಸ ಮತ್ತು ಭವಿಷ್ಯ....: [622, 68, 827, 92]
